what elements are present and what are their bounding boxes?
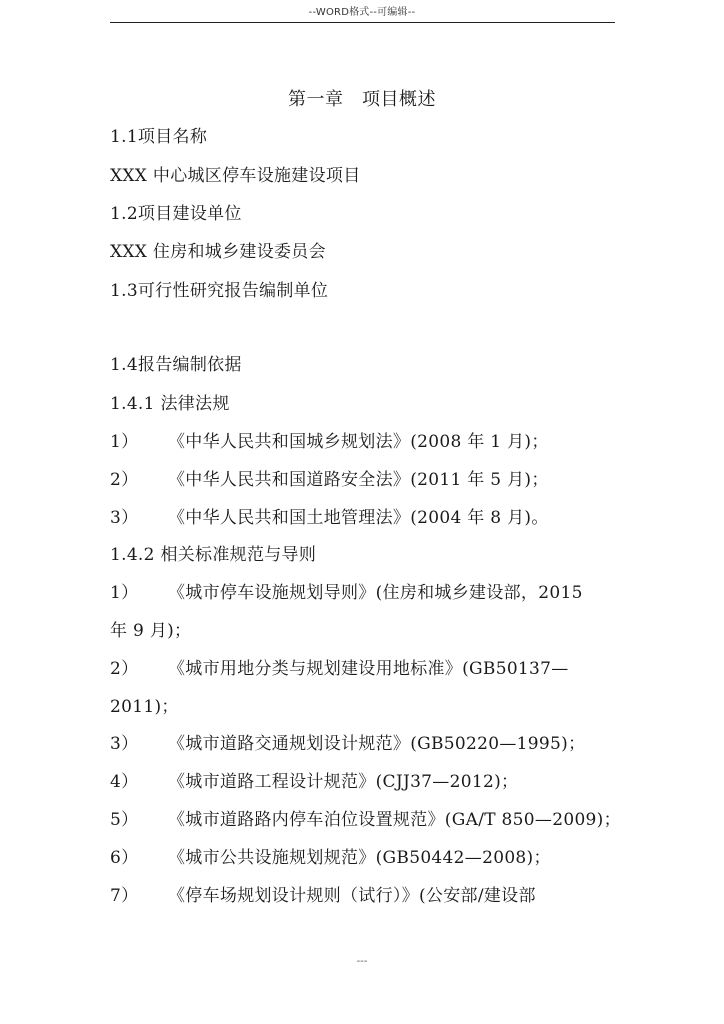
section-1-4-heading: 1.4报告编制依据	[110, 355, 242, 375]
list-number: 4）	[110, 772, 139, 792]
construction-unit-text: XXX 住房和城乡建设委员会	[110, 242, 326, 262]
list-number: 3）	[110, 734, 139, 754]
law-item-3	[110, 506, 630, 530]
header-divider	[110, 22, 615, 23]
chapter-title: 第一章 项目概述	[288, 89, 436, 110]
list-number: 3）	[110, 508, 139, 528]
law-item-1	[110, 430, 630, 454]
standard-item-5	[110, 808, 630, 832]
list-number: 1）	[110, 432, 139, 452]
list-number: 2）	[110, 659, 139, 679]
law-item-2	[110, 468, 630, 492]
list-item-text: 《城市用地分类与规划建设用地标准》(GB50137—	[168, 659, 569, 679]
list-item-text: 《城市道路工程设计规范》(CJJ37—2012)；	[168, 772, 519, 792]
list-number: 5）	[110, 810, 139, 830]
page-footer: ---	[356, 956, 368, 967]
section-1-3-heading: 1.3可行性研究报告编制单位	[110, 281, 329, 301]
page-header: --WORD格式--可编辑--	[308, 7, 416, 18]
list-item-text: 《中华人民共和国土地管理法》(2004 年 8 月)。	[168, 508, 549, 528]
section-1-4-1-heading: 1.4.1 法律法规	[110, 394, 230, 414]
standard-item-2	[110, 657, 630, 681]
list-item-text: 《城市道路交通规划设计规范》(GB50220—1995)；	[168, 734, 586, 754]
standard-item-3	[110, 732, 630, 756]
project-name-text: XXX 中心城区停车设施建设项目	[110, 166, 361, 186]
standard-item-7	[110, 884, 630, 908]
standard-item-4	[110, 770, 630, 794]
list-number: 2）	[110, 470, 139, 490]
list-item-text: 《城市道路路内停车泊位设置规范》(GA/T 850—2009)；	[168, 810, 621, 830]
list-number: 1）	[110, 583, 139, 603]
section-1-1-heading: 1.1项目名称	[110, 127, 208, 147]
list-item-text: 《城市公共设施规划规范》(GB50442—2008)；	[168, 848, 551, 868]
standard-item-6	[110, 846, 630, 870]
list-number: 6）	[110, 848, 139, 868]
standard-item-1	[110, 581, 630, 605]
list-item-text: 《城市停车设施规划导则》(住房和城乡建设部，2015	[168, 583, 583, 603]
section-1-4-2-heading: 1.4.2 相关标准规范与导则	[110, 545, 317, 565]
list-item-text: 《中华人民共和国道路安全法》(2011 年 5 月)；	[168, 470, 549, 490]
list-number: 7）	[110, 886, 139, 906]
standard-item-1-continued: 年 9 月)；	[110, 621, 192, 641]
list-item-text: 《中华人民共和国城乡规划法》(2008 年 1 月)；	[168, 432, 549, 452]
standard-item-2-continued: 2011)；	[110, 697, 179, 717]
list-item-text: 《停车场规划设计规则（试行）》(公安部/建设部	[168, 886, 536, 906]
section-1-2-heading: 1.2项目建设单位	[110, 204, 242, 224]
